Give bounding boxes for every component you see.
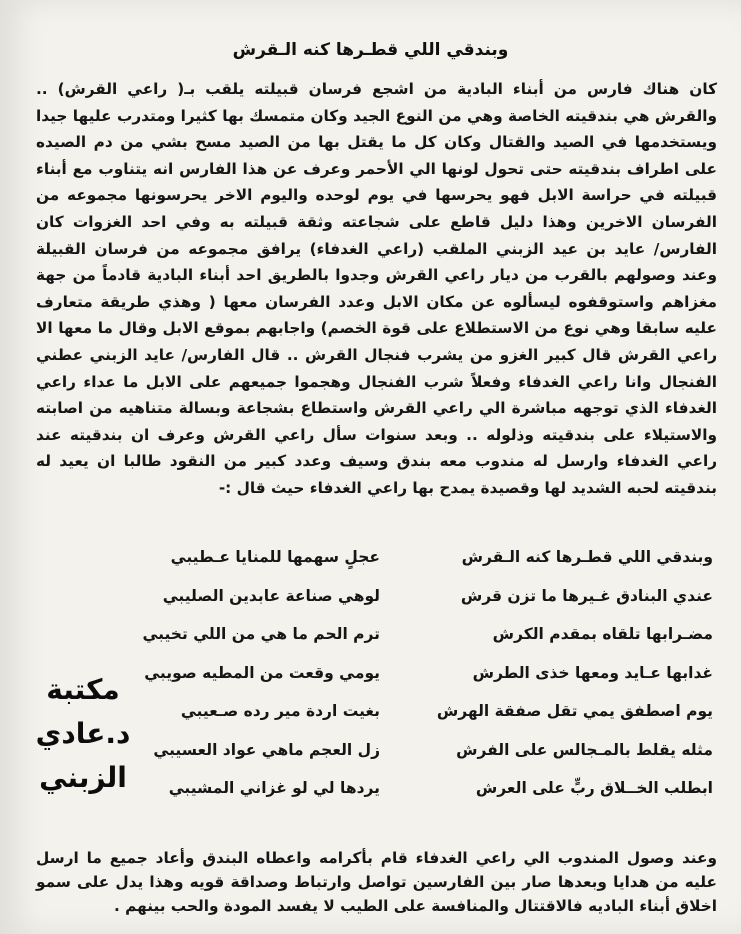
poem-verse bbox=[60, 538, 713, 577]
verse-second-hemistich: عجلٍ سهمها للمنايا عـطيبي bbox=[170, 548, 380, 567]
verse-second-hemistich: بغيت اردة مير رده صـعيبي bbox=[180, 702, 380, 721]
poem-verse bbox=[60, 615, 713, 654]
library-watermark bbox=[28, 668, 138, 800]
story-paragraph: كان هناك فارس من أبناء البادية من اشجع فرسان قبيلته يلقب بـ( راعي القرش) .. والقرش هي بندقيته الخاصة وهي من النوع الجيد وكان متمسك بها كثيرا ومتدرب عليها جيدا ويستخدمها في الصيد والقتال وكان كل ما يقتل بها من الصيد مسح بشي من دم الصيده على اطراف بندقيته حتى تحول لونها الي الأحمر وعرف عن هذا الفارس انه يتناوب مع أبناء قبيلته في حراسة الابل فهو يحرسها في يوم لوحده واليوم الاخر يحرسونها مجموعه من الفرسان الاخرين وهذا دليل قاطع على شجاعته وثقة قبيلته به وفي احد الغزوات كان الفارس/ عايد بن عيد الزبني الملقب (راعي الغدفاء) يرافق مجموعه من فرسان القبيلة وعند وصولهم بالقرب من ديار راعي القرش وجدوا بالطريق احد أبناء البادية قادماً من جهة مغزاهم واستوقفوه ليسألوه عن مكان الابل وعدد الفرسان معها ( وهذي طريقة متعارف عليه سابقا وهي نوع من الاستطلاع على قوة الخصم) واجابهم بموقع الابل وقال ما معها الا راعي القرش قال كبير الغزو من يشرب فنجال القرش .. قال الفارس/ عايد الزبني عطني الفنجال وانا راعي الغدفاء وفعلاً شرب الفنجال وهجموا جميعهم على الابل ما عداء راعي الغدفاء الذي توجهه مباشرة الي راعي القرش واستطاع بشجاعة وبسالة متناهيه من اصابته والاستيلاء على بندقيته وذلوله .. وبعد سنوات سأل راعي القرش وعرف ان بندقيته عند راعي الغدفاء وارسل له مندوب معه بندق وسيف وعدد كبير من النقود طالبا ان يعيد له بندقيته لحبه الشديد لها وقصيدة يمدح بها راعي الغدفاء حيث قال :- bbox=[36, 80, 717, 497]
verse-first-hemistich: يوم اصطفق يمي تقل صفقة الهرش bbox=[436, 702, 713, 721]
verse-first-hemistich: وبندقي اللي قطـرها كنه الـقرش bbox=[461, 548, 713, 567]
verse-first-hemistich: غدابها عـايد ومعها خذى الطرش bbox=[472, 663, 713, 682]
watermark-line: الزبني bbox=[39, 761, 127, 794]
verse-second-hemistich: ترم الحم ما هي من اللي تخيبي bbox=[142, 625, 380, 644]
poem-verse bbox=[60, 654, 713, 693]
verse-second-hemistich: يردها لي لو غزاني المشيبي bbox=[168, 779, 380, 798]
verse-first-hemistich: ابطلب الخــلاق ربٍّ على العرش bbox=[475, 779, 713, 798]
poem bbox=[60, 538, 713, 808]
closing-paragraph: وعند وصول المندوب الي راعي الغدفاء قام بأكرامه واعطاه البندق وأعاد جميع ما ارسل عليه من هدايا وبعدها صار بين الفارسين تواصل وارتباط وصداقة قويه وهذا يدل على سمو اخلاق أبناء الباديه فالاقتتال والمنافسة على الطيب لا يفسد المودة والحب بينهم . bbox=[36, 849, 717, 915]
poem-verse bbox=[60, 731, 713, 770]
verse-first-hemistich: مثله يقلط بالمـجالس على الفرش bbox=[456, 740, 713, 759]
verse-second-hemistich: يومي وقعت من المطيه صويبي bbox=[144, 663, 380, 682]
page-title: وبندقي اللي قطـرها كنه الـقرش bbox=[232, 40, 509, 60]
watermark-line: مكتبة bbox=[46, 673, 120, 706]
poem-verse bbox=[60, 577, 713, 616]
poem-verse bbox=[60, 692, 713, 731]
watermark-line: د.عادي bbox=[35, 717, 131, 750]
verse-second-hemistich: زل العجم ماهي عواد العسيبي bbox=[153, 740, 380, 759]
poem-verse bbox=[60, 769, 713, 808]
verse-first-hemistich: مضـرابها تلقاه بمقدم الكرش bbox=[492, 625, 713, 644]
verse-second-hemistich: لوهي صناعة عابدين الصليبي bbox=[162, 586, 380, 605]
verse-first-hemistich: عندي البنادق غـيرها ما تزن قرش bbox=[460, 586, 713, 605]
